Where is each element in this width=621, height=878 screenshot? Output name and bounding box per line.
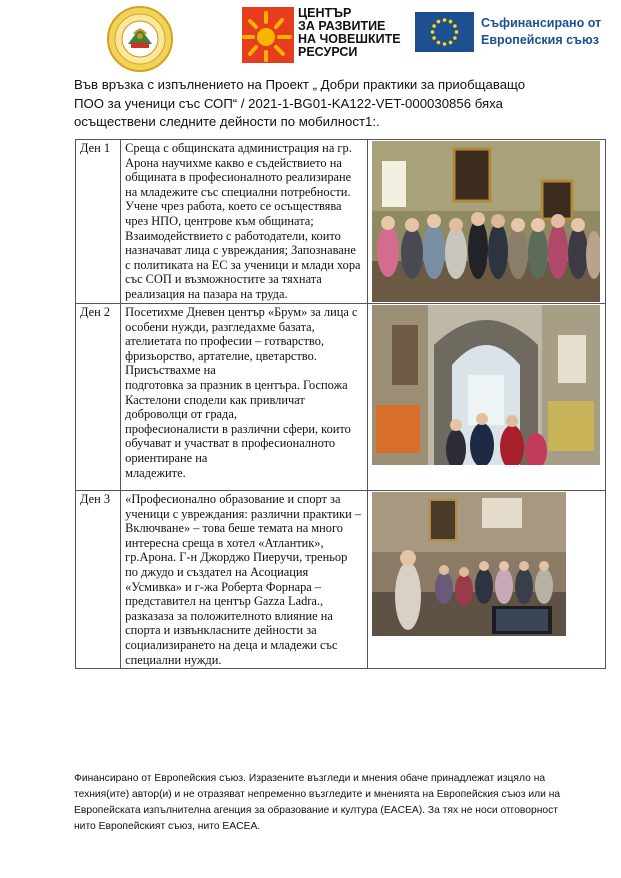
corridor-photo-day2	[372, 305, 600, 465]
eu-line: Съфинансирано от	[481, 16, 602, 30]
description-text: Среща с общинската администрация на гр. Арона научихме какво е съдействието на общината в професионалното реализиране на младежите със специални потребности. Учене чрез работа, което се осъществява чрез НПО, центрове към общината; Взаимодействието с работодатели, които назначават лица с увреждания; Запознаване с политиката на ЕС за ученици и млади хора със СОП и възможностите за тяхната реализация на пазара на труда.	[125, 141, 361, 301]
description-cell	[121, 491, 368, 669]
mobility-table	[75, 139, 606, 669]
eu-line: Европейския съюз	[481, 33, 599, 47]
school-seal-icon	[107, 6, 173, 72]
photo-cell	[368, 304, 606, 491]
hrdc-line: НА ЧОВЕШКИТЕ	[298, 32, 401, 46]
eu-flag-icon	[415, 12, 474, 52]
sun-icon	[242, 7, 294, 63]
table-row	[76, 491, 606, 669]
group-photo-day1	[372, 141, 600, 302]
school-logo	[107, 6, 173, 72]
description-cell	[121, 140, 368, 304]
eu-disclaimer-footer: Финансирано от Европейския съюз. Изразените възгледи и мнения обаче принадлежат изцяло на техния(ите) автор(и) и не отразяват непременно възгледите и мненията на Европейския съюз или на Европейската изпълнителна агенция за образование и култура (EACEA). За тях не носи отговорност нито Европейският съюз, нито EACEA.	[74, 773, 561, 832]
hrdc-line: ЗА РАЗВИТИЕ	[298, 19, 386, 33]
eu-logo	[415, 12, 615, 54]
hrdc-line: РЕСУРСИ	[298, 45, 358, 59]
eu-logo-text	[481, 15, 601, 49]
description-text: Посетихме Дневен център «Брум» за лица с особени нужди, разгледахме базата, ателиетата по професии – готварство, фризьорство, артателие, цветарство. Присъствахме на подготовка за празник в центъра. Госпожа Кастелони сподели как привличат доброволци от града, професионалисти в различни сфери, които обучават и участват в професионалното ориентиране на младежите.	[125, 305, 358, 480]
intro-paragraph: Във връзка с изпълнението на Проект „ Добри практики за приобщаващо ПОО за ученици със СОП“ / 2021-1-BG01-KA122-VET-000030856 бяха осъществени следните дейности по мобилност1:.	[74, 77, 526, 129]
table-row	[76, 304, 606, 491]
table-row	[76, 140, 606, 304]
hrdc-line: ЦЕНТЪР	[298, 6, 352, 20]
description-text: «Професионално образование и спорт за ученици с увреждания: различни практики – Включване» – това беше темата на много интересна среща в хотел «Атлантик», гр.Арона. Г-н Джорджо Пиеручи, треньор по джудо и създател на Асоциация «Усмивка» и г-жа Роберта Форнара – представител на център Gazza Ladra., разказаза за положителното влияние на спорта и извънкласните дейности за социализирането на деца и младежи със специални нужди.	[125, 492, 362, 667]
photo-cell	[368, 491, 606, 669]
hrdc-logo	[242, 7, 402, 63]
day-cell: Ден 3	[76, 491, 121, 669]
photo-cell	[368, 140, 606, 304]
day-cell: Ден 1	[76, 140, 121, 304]
day-cell: Ден 2	[76, 304, 121, 491]
hrdc-logo-text	[298, 7, 401, 59]
meeting-photo-day3	[372, 492, 566, 636]
description-cell	[121, 304, 368, 491]
